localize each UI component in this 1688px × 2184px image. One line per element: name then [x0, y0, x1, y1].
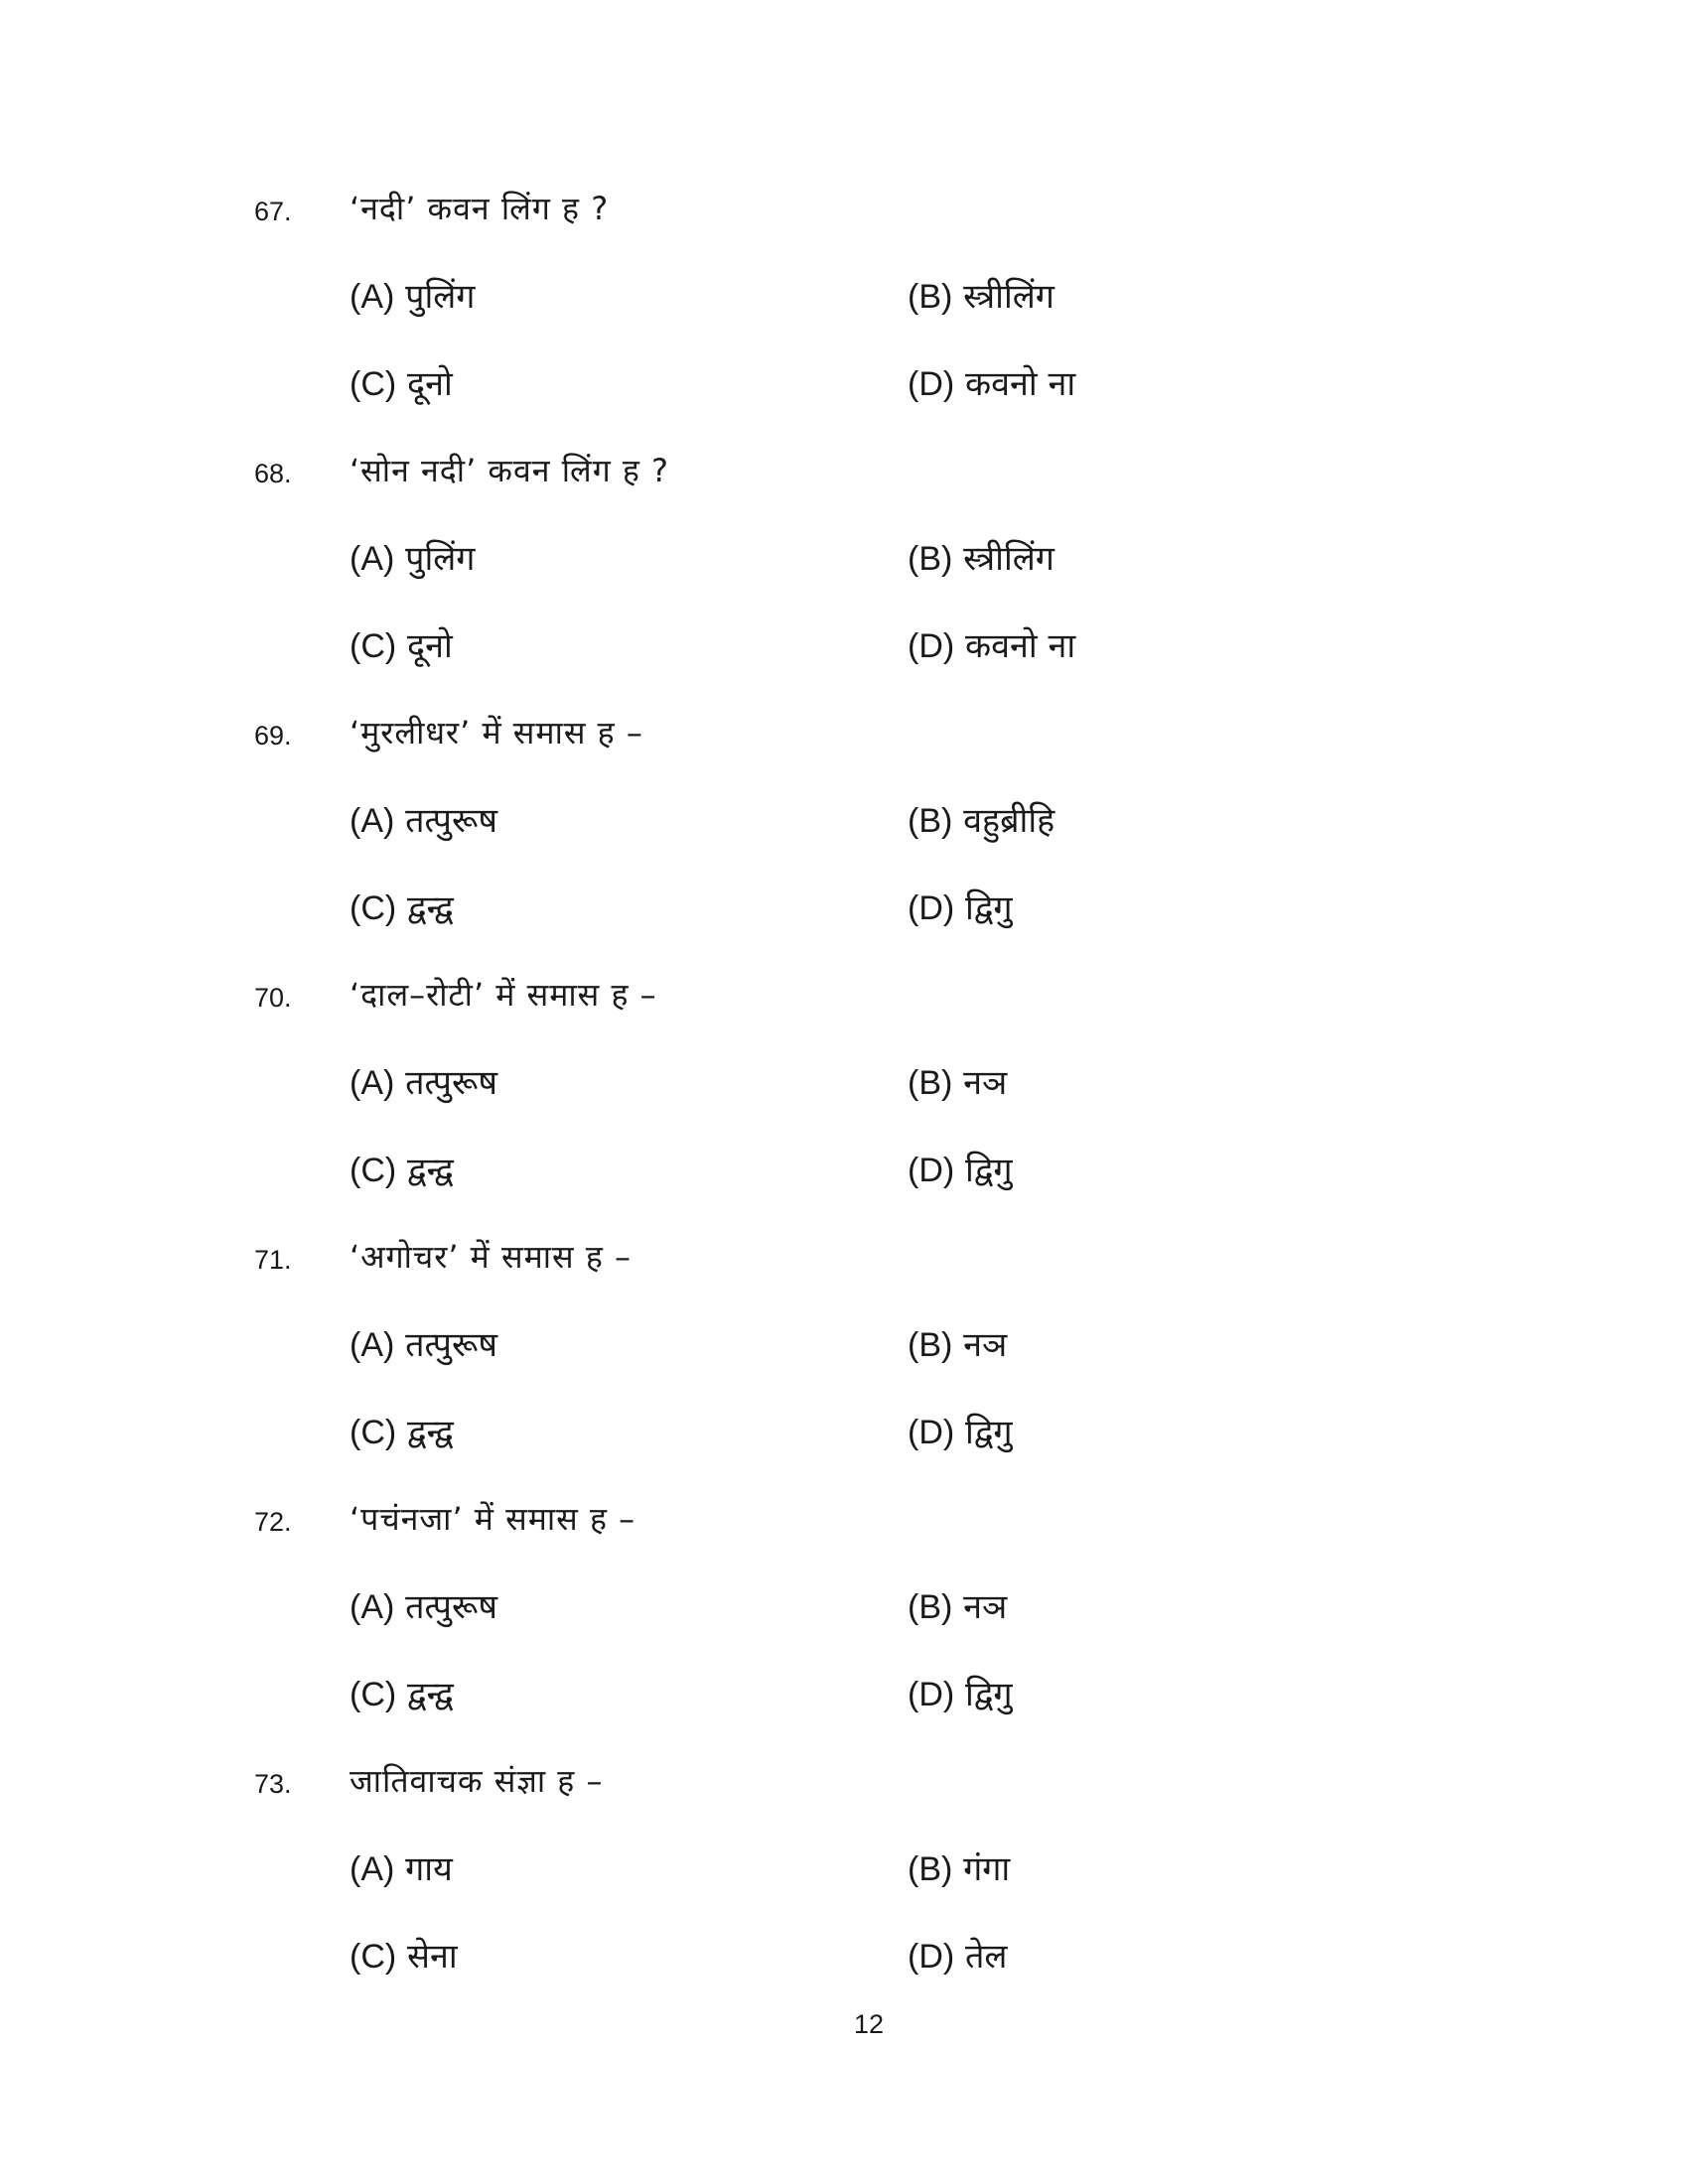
option-text: द्विगु — [965, 888, 1013, 928]
question-69 — [0, 711, 1688, 973]
option-label: (B) — [908, 1326, 953, 1364]
option-b — [908, 796, 1055, 842]
option-label: (C) — [350, 1414, 397, 1451]
option-text: तत्पुरूष — [405, 1587, 498, 1627]
option-text: दूनो — [407, 626, 453, 666]
option-c — [350, 884, 454, 929]
option-a — [350, 796, 497, 842]
option-a — [350, 272, 475, 318]
option-d — [908, 1932, 1007, 1978]
option-text: द्विगु — [965, 1675, 1013, 1714]
question-number: 67. — [254, 197, 292, 226]
question-number: 72. — [254, 1507, 292, 1537]
option-b — [908, 1582, 1007, 1628]
question-number: 69. — [254, 721, 292, 751]
page-number: 12 — [853, 2009, 885, 2039]
option-label: (C) — [350, 627, 397, 665]
option-text: तत्पुरूष — [405, 1063, 498, 1103]
option-text: द्वन्द्व — [407, 1413, 454, 1452]
option-d — [908, 1670, 1013, 1715]
question-text: ‘दाल–रोटी’ में समास ह – — [350, 976, 657, 1014]
option-text: पुलिंग — [405, 539, 476, 579]
question-text: ‘सोन नदी’ कवन लिंग ह ? — [350, 452, 670, 489]
option-text: तत्पुरूष — [405, 1325, 498, 1365]
option-label: (A) — [350, 540, 395, 578]
question-number: 73. — [254, 1769, 292, 1799]
option-c — [350, 1408, 454, 1453]
question-71 — [0, 1235, 1688, 1497]
question-text: ‘मुरलीधर’ में समास ह – — [350, 714, 643, 751]
option-c — [350, 1670, 454, 1715]
option-label: (B) — [908, 1850, 953, 1888]
option-a — [350, 1844, 453, 1890]
option-label: (C) — [350, 1676, 397, 1713]
question-text: ‘पचंनजा’ में समास ह – — [350, 1500, 636, 1538]
question-73 — [0, 1759, 1688, 2021]
option-b — [908, 534, 1055, 580]
option-text: गंगा — [963, 1849, 1011, 1889]
option-label: (B) — [908, 1588, 953, 1626]
option-a — [350, 1058, 497, 1104]
option-c — [350, 359, 453, 405]
option-a — [350, 1582, 497, 1628]
option-text: सेना — [407, 1937, 458, 1977]
option-d — [908, 884, 1013, 929]
option-text: द्वन्द्व — [407, 888, 454, 928]
option-text: वहुब्रीहि — [963, 801, 1055, 841]
option-text: कवनो ना — [965, 364, 1076, 404]
option-label: (A) — [350, 1064, 395, 1102]
option-text: नञ — [963, 1063, 1008, 1103]
option-label: (D) — [908, 1414, 955, 1451]
option-label: (C) — [350, 365, 397, 403]
option-label: (A) — [350, 278, 395, 316]
option-text: तत्पुरूष — [405, 801, 498, 841]
option-text: गाय — [405, 1849, 453, 1889]
question-text: ‘नदी’ कवन लिंग ह ? — [350, 190, 610, 227]
question-72 — [0, 1497, 1688, 1759]
option-label: (B) — [908, 802, 953, 840]
option-d — [908, 621, 1075, 667]
question-text: ‘अगोचर’ में समास ह – — [350, 1238, 633, 1276]
option-label: (A) — [350, 1588, 395, 1626]
option-c — [350, 1146, 454, 1191]
option-label: (C) — [350, 889, 397, 927]
option-label: (B) — [908, 540, 953, 578]
option-label: (C) — [350, 1938, 397, 1976]
option-text: तेल — [965, 1937, 1008, 1977]
option-d — [908, 359, 1075, 405]
question-number: 68. — [254, 459, 292, 488]
option-label: (D) — [908, 627, 955, 665]
option-label: (C) — [350, 1152, 397, 1189]
question-number: 71. — [254, 1245, 292, 1275]
option-text: नञ — [963, 1587, 1008, 1627]
question-67 — [0, 187, 1688, 449]
option-text: कवनो ना — [965, 626, 1076, 666]
option-label: (D) — [908, 889, 955, 927]
option-label: (A) — [350, 1850, 395, 1888]
option-label: (D) — [908, 1152, 955, 1189]
option-c — [350, 621, 453, 667]
question-number: 70. — [254, 983, 292, 1013]
option-b — [908, 1844, 1010, 1890]
question-text: जातिवाचक संज्ञा ह – — [350, 1762, 604, 1800]
option-label: (D) — [908, 365, 955, 403]
option-label: (D) — [908, 1938, 955, 1976]
option-b — [908, 1058, 1007, 1104]
option-a — [350, 1320, 497, 1366]
option-c — [350, 1932, 458, 1978]
option-text: द्वन्द्व — [407, 1151, 454, 1190]
option-text: स्त्रीलिंग — [963, 277, 1055, 317]
option-label: (B) — [908, 1064, 953, 1102]
option-b — [908, 1320, 1007, 1366]
option-d — [908, 1146, 1013, 1191]
option-a — [350, 534, 475, 580]
option-text: दूनो — [407, 364, 453, 404]
option-text: द्विगु — [965, 1151, 1013, 1190]
option-text: स्त्रीलिंग — [963, 539, 1055, 579]
option-label: (D) — [908, 1676, 955, 1713]
question-68 — [0, 449, 1688, 711]
option-label: (A) — [350, 1326, 395, 1364]
option-text: पुलिंग — [405, 277, 476, 317]
option-text: द्वन्द्व — [407, 1675, 454, 1714]
question-70 — [0, 973, 1688, 1235]
option-label: (A) — [350, 802, 395, 840]
option-text: द्विगु — [965, 1413, 1013, 1452]
option-b — [908, 272, 1055, 318]
option-text: नञ — [963, 1325, 1008, 1365]
option-label: (B) — [908, 278, 953, 316]
option-d — [908, 1408, 1013, 1453]
